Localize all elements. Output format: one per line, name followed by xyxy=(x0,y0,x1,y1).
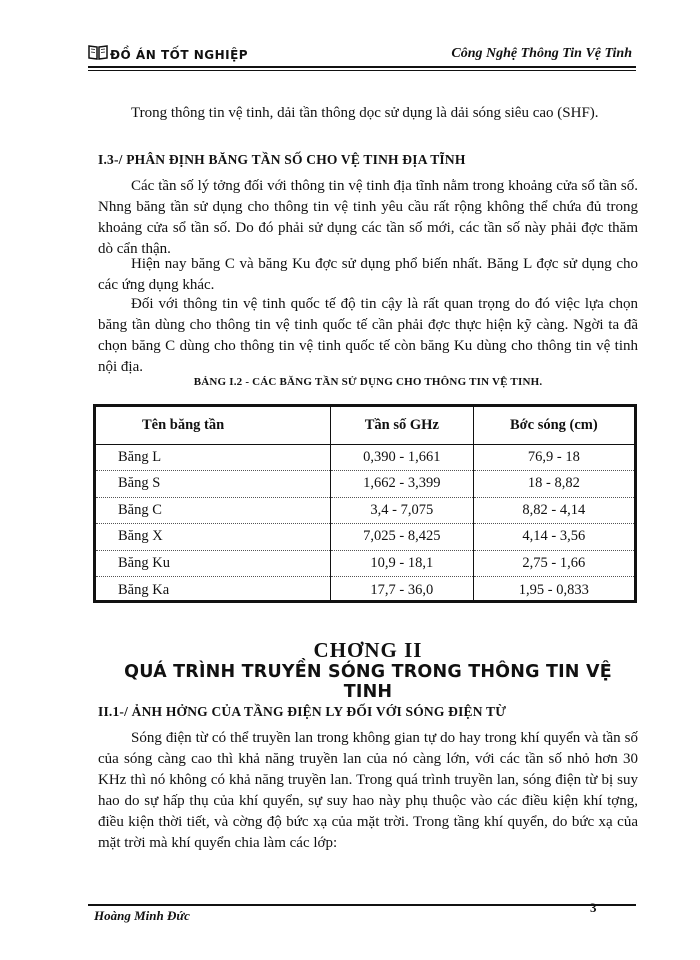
frequency-band-table xyxy=(93,404,637,603)
band-name-cell: Băng Ku xyxy=(96,550,330,577)
band-name-cell: Băng S xyxy=(96,471,330,498)
chapter-number: CHƠNG II xyxy=(313,638,423,662)
section-1-3-paragraph-3: Đối với thông tin vệ tinh quốc tế độ tin cậy là rất quan trọng do đó việc lựa chọn băng tần dùng cho thông tin vệ tinh quốc tế cần phải đợc thực hiện kỹ càng. Ngời ta đã chọn băng C dùng cho thông tin vệ tinh quốc tế còn băng Ku dùng cho thông tin vệ tinh nội địa. xyxy=(98,296,638,375)
page-number: 3 xyxy=(590,900,597,915)
frequency-cell: 0,390 - 1,661 xyxy=(330,444,473,471)
band-name-cell: Băng C xyxy=(96,497,330,524)
column-header: Tên băng tần xyxy=(96,407,330,444)
band-name-cell: Băng Ka xyxy=(96,577,330,604)
section-2-1-heading: II.1-/ ẢNH HỞNG CỦA TẦNG ĐIỆN LY ĐỐI VỚI SÓNG ĐIỆN TỪ xyxy=(98,704,507,719)
frequency-cell: 1,662 - 3,399 xyxy=(330,471,473,498)
frequency-cell: 10,9 - 18,1 xyxy=(330,550,473,577)
wavelength-cell: 2,75 - 1,66 xyxy=(473,550,634,577)
wavelength-cell: 18 - 8,82 xyxy=(473,471,634,498)
wavelength-cell: 8,82 - 4,14 xyxy=(473,497,634,524)
frequency-cell: 7,025 - 8,425 xyxy=(330,524,473,551)
footer-rule xyxy=(88,904,636,906)
section-1-3-heading: I.3-/ PHÂN ĐỊNH BĂNG TẦN SỐ CHO VỆ TINH ĐỊA TĨNH xyxy=(98,152,466,167)
column-header: Bớc sóng (cm) xyxy=(473,407,634,444)
frequency-cell: 17,7 - 36,0 xyxy=(330,577,473,604)
table-row xyxy=(96,471,634,498)
table-row xyxy=(96,550,634,577)
table-header-row xyxy=(96,407,634,444)
header-right-title: Công Nghệ Thông Tin Vệ Tinh xyxy=(451,46,632,61)
intro-paragraph: Trong thông tin vệ tinh, dải tần thông dọc sử dụng là dải sóng siêu cao (SHF). xyxy=(131,105,599,121)
band-name-cell: Băng X xyxy=(96,524,330,551)
header-rule xyxy=(88,66,636,68)
section-1-3-paragraph-1: Các tần số lý tởng đối với thông tin vệ tinh địa tĩnh nằm trong khoảng cửa sổ tần số. Nhng băng tần sử dụng cho thông tin vệ tinh yêu cầu rất rộng không thể chứa đủ trong khoảng cửa sổ tần số. Do đó phải sử dụng các tần số mới, các tần số này phải đợc thăm dò cẩn thận. xyxy=(98,178,638,257)
header-rule-thin xyxy=(88,70,636,71)
table-row xyxy=(96,577,634,604)
band-name-cell: Băng L xyxy=(118,448,162,465)
header-left-title: ĐỒ ÁN TỐT NGHIỆP xyxy=(110,48,249,62)
table-row xyxy=(96,444,634,471)
section-2-1-paragraph: Sóng điện từ có thể truyền lan trong không gian tự do hay trong khí quyển và tần số của sóng càng cao thì khả năng truyền lan của nó càng lớn, với các tần số nhỏ hơn 30 KHz thì nó không có khả năng truyền lan. Trong quá trình truyền lan, sóng điện từ bị suy hao do sự hấp thụ của khí quyển, sự suy hao này phụ thuộc vào các điều kiện khí tợng, điều kiện thời tiết, và cờng độ bức xạ của mặt trời. Trong tầng khí quyển, do bức xạ của mặt trời mà khí quyển chia làm các lớp: xyxy=(98,730,638,851)
column-header: Tần số GHz xyxy=(330,407,473,444)
table-row xyxy=(96,524,634,551)
frequency-cell: 3,4 - 7,075 xyxy=(330,497,473,524)
table-caption: BẢNG I.2 - CÁC BĂNG TẦN SỬ DỤNG CHO THÔNG TIN VỆ TINH. xyxy=(193,376,543,388)
footer-author: Hoàng Minh Đức xyxy=(94,908,190,923)
open-book-icon xyxy=(88,44,108,60)
section-1-3-paragraph-2: Hiện nay băng C và băng Ku đợc sử dụng phổ biến nhất. Băng L đợc sử dụng cho các ứng dụng khác. xyxy=(98,256,638,293)
page-header xyxy=(88,40,636,68)
wavelength-cell: 76,9 - 18 xyxy=(473,444,634,471)
table-row xyxy=(96,497,634,524)
wavelength-cell: 4,14 - 3,56 xyxy=(473,524,634,551)
wavelength-cell: 1,95 - 0,833 xyxy=(473,577,634,604)
chapter-title: QUÁ TRÌNH TRUYỀN SÓNG TRONG THÔNG TIN VỆ TINH xyxy=(124,662,612,702)
